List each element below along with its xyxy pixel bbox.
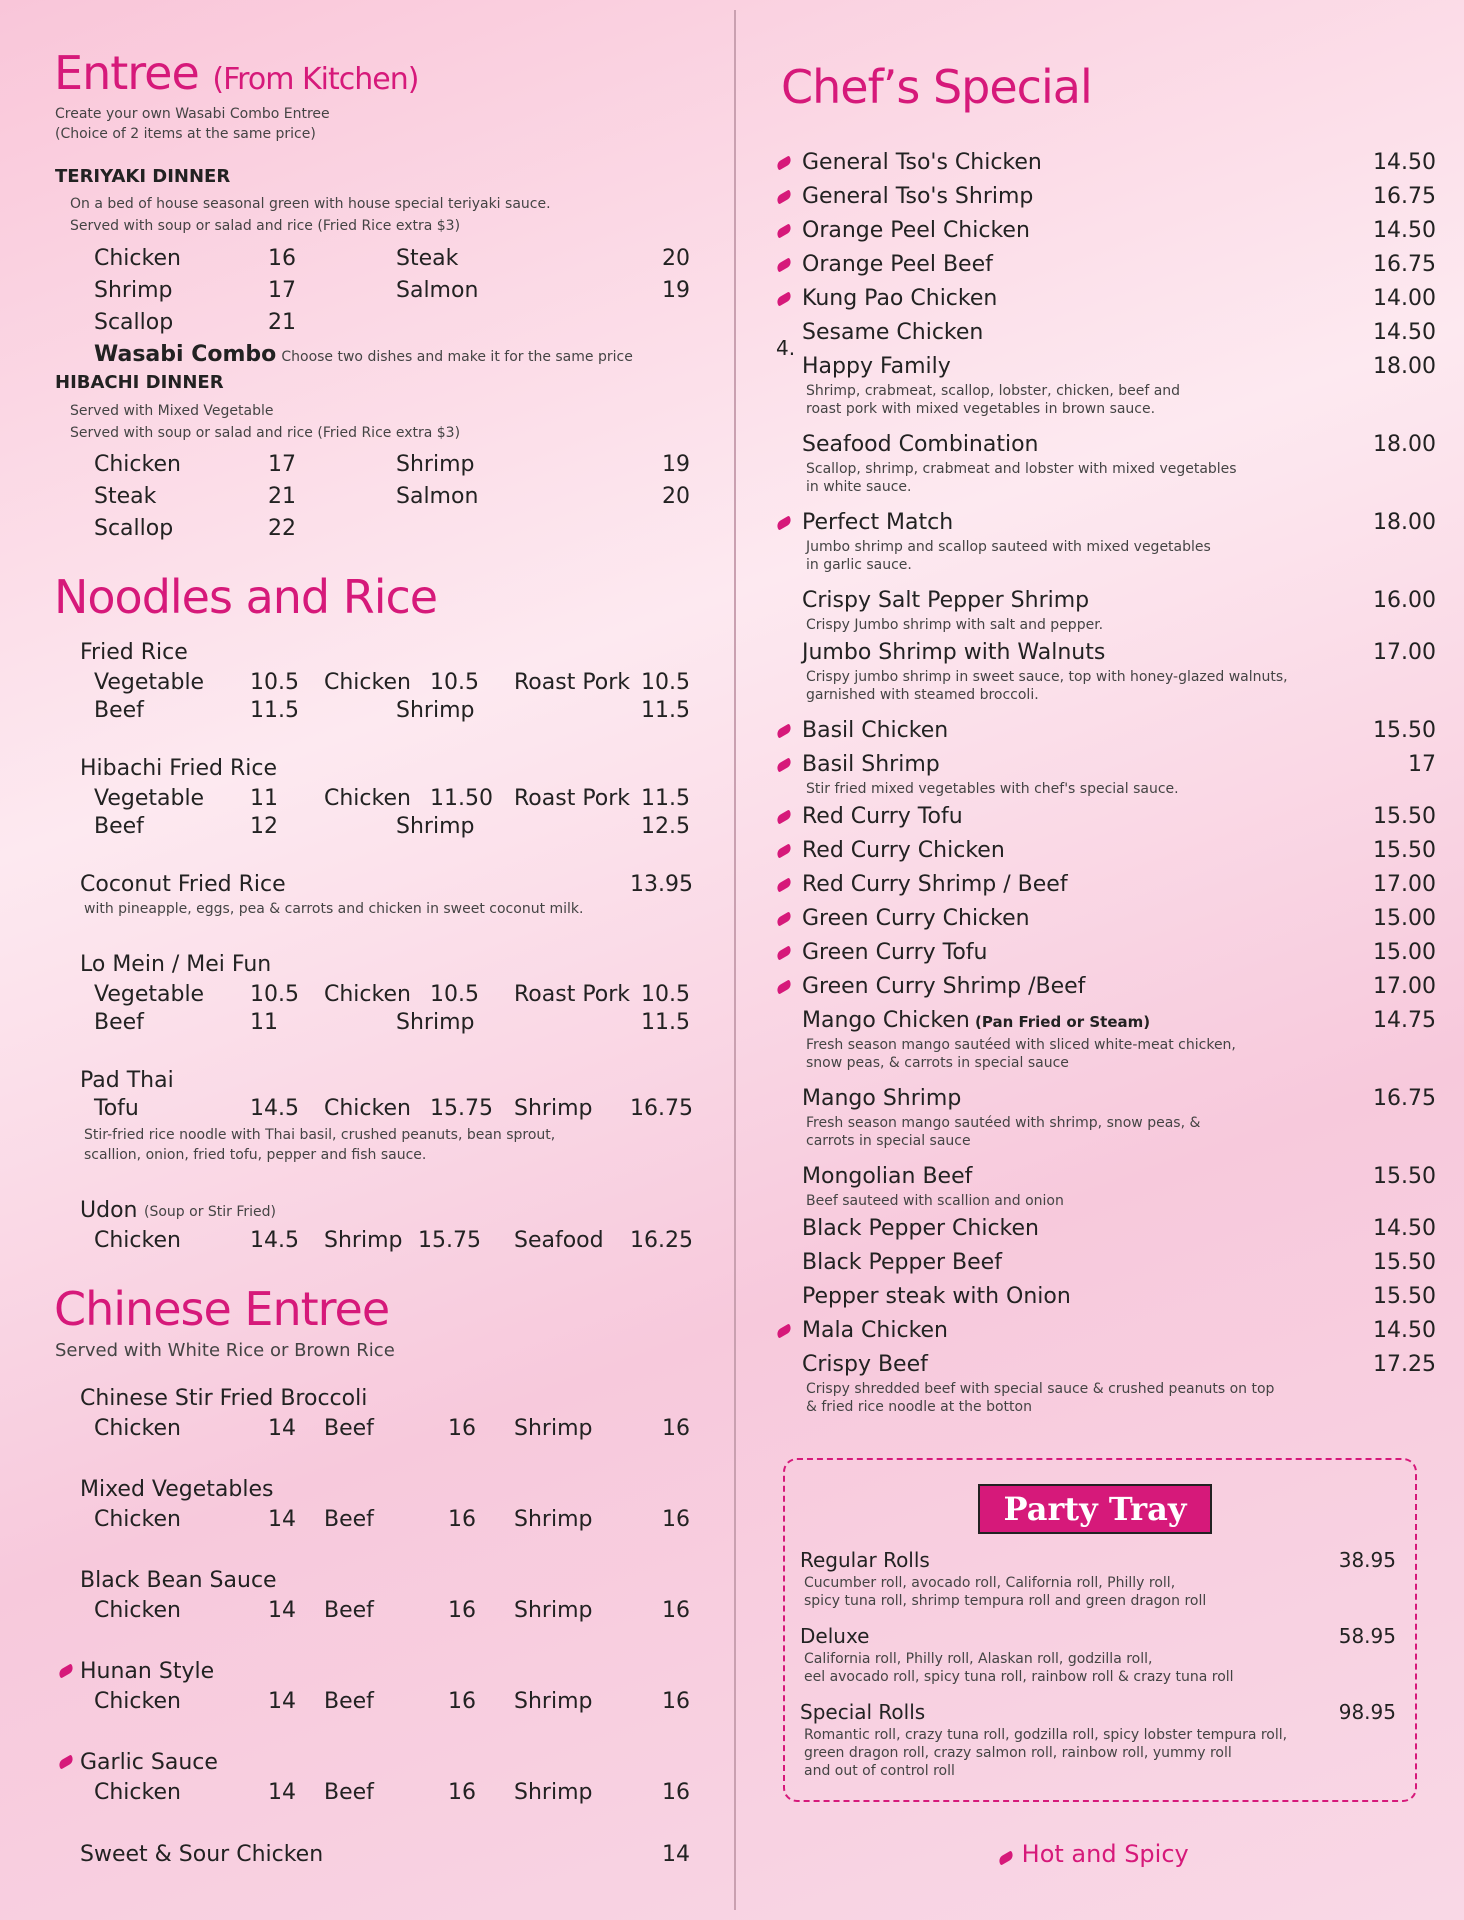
menu-item-name: Shrimp [514,1416,593,1441]
menu-item-price: 16 [662,1780,690,1805]
menu-item-name: Salmon [396,278,479,303]
chef-item-name: Basil Shrimp [802,752,940,777]
chef-item-name: Green Curry Chicken [802,906,1030,931]
menu-item-price: 10.5 [641,982,690,1007]
menu-item-name: Beef [94,1010,144,1035]
party-item-desc: spicy tuna roll, shrimp tempura roll and green dragon roll [804,1593,1207,1609]
menu-item-price: 16 [268,246,296,271]
chili-pepper-icon [775,724,793,739]
menu-item-name: Chicken [94,452,181,477]
chef-item-note: (Pan Fried or Steam) [969,1013,1151,1031]
dish-desc: Stir-fried rice noodle with Thai basil, crushed peanuts, bean sprout, [84,1127,556,1143]
dish-desc: scallion, onion, fried tofu, pepper and fish sauce. [84,1147,427,1163]
chef-item-price: 14.50 [1373,150,1436,175]
chef-item-name: Mango Chicken (Pan Fried or Steam) [802,1008,1151,1033]
menu-item-name: Shrimp [324,1228,403,1253]
menu-item-name: Shrimp [514,1689,593,1714]
menu-item-price: 19 [662,278,690,303]
chili-pepper-icon [775,946,793,961]
column-divider [734,10,736,1910]
chef-item-price: 15.50 [1373,718,1436,743]
chef-item-desc: & fried rice noodle at the botton [806,1399,1032,1415]
menu-item-name: Chicken [94,1228,181,1253]
chef-item-desc: Crispy jumbo shrimp in sweet sauce, top with honey-glazed walnuts, [806,669,1288,685]
chef-item-price: 17.25 [1373,1352,1436,1377]
menu-item-name: Seafood [514,1228,604,1253]
menu-item-price: 15.75 [418,1228,481,1253]
menu-item-price: 14 [268,1507,296,1532]
menu-item-price: 17 [268,278,296,303]
chef-item-price: 14.50 [1373,218,1436,243]
party-item-name: Deluxe [800,1624,870,1648]
dish-title: Fried Rice [80,640,188,665]
teriyaki-title: TERIYAKI DINNER [55,166,231,187]
dish-title: Hibachi Fried Rice [80,756,277,781]
menu-item-name: Shrimp [396,452,475,477]
chef-item-price: 14.50 [1373,1318,1436,1343]
chef-item-name: Mongolian Beef [802,1164,973,1189]
menu-item-name: Shrimp [396,814,475,839]
menu-item-price: 11 [250,1010,278,1035]
menu-item-name: Roast Pork [514,982,631,1007]
menu-item-name: Chicken [324,1096,411,1121]
entree-note: (Choice of 2 items at the same price) [55,126,316,142]
chef-item-desc: roast pork with mixed vegetables in brown sauce. [806,401,1156,417]
dish-title: Pad Thai [80,1068,174,1093]
menu-item-price: 19 [662,452,690,477]
party-item-desc: green dragon roll, crazy salmon roll, rainbow roll, yummy roll [804,1745,1232,1761]
chili-pepper-icon [997,1851,1015,1866]
chef-item-name: Orange Peel Beef [802,252,993,277]
hibachi-desc: Served with Mixed Vegetable [70,403,274,419]
party-item-price: 38.95 [1338,1548,1396,1572]
dish-title: Mixed Vegetables [80,1477,274,1502]
menu-item-price: 14 [268,1780,296,1805]
chef-item-name: Mala Chicken [802,1318,948,1343]
chef-item-desc: Scallop, shrimp, crabmeat and lobster with mixed vegetables [806,461,1237,477]
menu-item-price: 11.5 [641,786,690,811]
menu-item-price: 16 [448,1507,476,1532]
chef-item-price: 14.75 [1373,1008,1436,1033]
party-item-name: Regular Rolls [800,1548,930,1572]
chef-item-price: 18.00 [1373,432,1436,457]
chinese-note: Served with White Rice or Brown Rice [55,1340,395,1361]
hibachi-desc: Served with soup or salad and rice (Fried Rice extra $3) [70,425,461,441]
chef-item-name: Kung Pao Chicken [802,286,998,311]
chef-item-price: 17.00 [1373,640,1436,665]
menu-item-price: 10.5 [430,670,479,695]
chef-item-price: 17 [1408,752,1436,777]
menu-item-name: Scallop [94,310,174,335]
chef-item-desc: Crispy shredded beef with special sauce & crushed peanuts on top [806,1381,1275,1397]
chef-item-name: Red Curry Chicken [802,838,1005,863]
chef-item-price: 15.50 [1373,1164,1436,1189]
entree-heading: Entree (From Kitchen) [54,46,419,100]
menu-item-name: Beef [324,1598,374,1623]
chef-heading: Chef’s Special [781,60,1092,114]
menu-item-name: Vegetable [94,786,205,811]
chili-pepper-icon [775,258,793,273]
chef-item-name: General Tso's Chicken [802,150,1042,175]
chef-item-name: Black Pepper Chicken [802,1216,1039,1241]
chef-item-desc: garnished with steamed broccoli. [806,687,1039,703]
menu-item-price: 11.50 [430,786,493,811]
menu-item-price: 11.5 [641,698,690,723]
menu-item-name: Roast Pork [514,670,631,695]
chef-item-price: 16.75 [1373,1086,1436,1111]
chili-pepper-icon [775,980,793,995]
menu-item-price: 16.25 [630,1228,693,1253]
menu-item-price: 14 [268,1598,296,1623]
menu-item-name: Shrimp [514,1507,593,1532]
chef-item-name: Green Curry Shrimp /Beef [802,974,1086,999]
menu-item-price: 11 [250,786,278,811]
chef-item-desc: Jumbo shrimp and scallop sauteed with mixed vegetables [806,539,1211,555]
menu-item-name: Chicken [94,1416,181,1441]
menu-item-name: Shrimp [514,1780,593,1805]
party-item-desc: Cucumber roll, avocado roll, California roll, Philly roll, [804,1575,1176,1591]
menu-item-name: Chicken [324,670,411,695]
menu-item-price: 14 [662,1842,690,1867]
wasabi-combo: Wasabi Combo Choose two dishes and make it for the same price [94,342,633,367]
chili-pepper-icon [57,1755,75,1770]
menu-item-name: Roast Pork [514,786,631,811]
menu-item-price: 10.5 [641,670,690,695]
menu-item-name: Vegetable [94,670,205,695]
menu-item-name: Chicken [94,1507,181,1532]
chili-pepper-icon [775,190,793,205]
menu-item-price: 20 [662,246,690,271]
chef-item-price: 15.00 [1373,906,1436,931]
chef-item-name: Seafood Combination [802,432,1039,457]
menu-item-price: 16 [662,1507,690,1532]
menu-item-price: 15.75 [430,1096,493,1121]
party-item-desc: Romantic roll, crazy tuna roll, godzilla roll, spicy lobster tempura roll, [804,1727,1288,1743]
chef-item-price: 16.75 [1373,252,1436,277]
chef-item-desc: in garlic sauce. [806,557,912,573]
chef-item-desc: in white sauce. [806,479,912,495]
menu-item-price: 20 [662,484,690,509]
chef-item-price: 15.50 [1373,1250,1436,1275]
menu-item-name: Beef [324,1507,374,1532]
dish-note: (Soup or Stir Fried) [144,1204,277,1220]
menu-item-name: Beef [94,814,144,839]
chili-pepper-icon [775,912,793,927]
chef-item-name: Red Curry Shrimp / Beef [802,872,1068,897]
menu-item-price: 14 [268,1689,296,1714]
dish-desc: with pineapple, eggs, pea & carrots and chicken in sweet coconut milk. [84,901,584,917]
chef-item-name: Jumbo Shrimp with Walnuts [802,640,1106,665]
chili-pepper-icon [57,1664,75,1679]
menu-item-name: Steak [396,246,459,271]
chef-item-desc: snow peas, & carrots in special sauce [806,1055,1069,1071]
chef-item-price: 18.00 [1373,354,1436,379]
dish-title: Black Bean Sauce [80,1568,277,1593]
chili-pepper-icon [775,758,793,773]
menu-item-name: Beef [94,698,144,723]
chef-item-desc: Stir fried mixed vegetables with chef's special sauce. [806,781,1179,797]
chef-item-desc: Fresh season mango sautéed with shrimp, snow peas, & [806,1115,1201,1131]
menu-item-price: 10.5 [250,982,299,1007]
chef-item-price: 14.50 [1373,1216,1436,1241]
menu-item-name: Scallop [94,516,174,541]
chef-item-price: 15.50 [1373,804,1436,829]
menu-item-price: 16 [662,1416,690,1441]
chili-pepper-icon [775,810,793,825]
legend [998,1840,1189,1868]
menu-item-price: 14 [268,1416,296,1441]
chef-item-desc: Crispy Jumbo shrimp with salt and pepper. [806,617,1104,633]
chili-pepper-icon [775,1324,793,1339]
party-item-name: Special Rolls [800,1700,926,1724]
teriyaki-desc: Served with soup or salad and rice (Fried Rice extra $3) [70,218,461,234]
menu-item-price: 11.5 [250,698,299,723]
chef-item-name: Mango Shrimp [802,1086,962,1111]
menu-item-name: Chicken [94,1689,181,1714]
chef-item-name: Red Curry Tofu [802,804,963,829]
teriyaki-desc: On a bed of house seasonal green with house special teriyaki sauce. [70,196,551,212]
menu-item-name: Chicken [324,982,411,1007]
chef-item-desc: Shrimp, crabmeat, scallop, lobster, chicken, beef and [806,383,1181,399]
dish-title: Hunan Style [80,1659,215,1684]
menu-item-price: 16 [448,1598,476,1623]
party-item-price: 58.95 [1338,1624,1396,1648]
chili-pepper-icon [775,844,793,859]
chili-pepper-icon [775,224,793,239]
hibachi-title: HIBACHI DINNER [55,372,224,393]
menu-item-price: 14.5 [250,1096,299,1121]
chef-item-name: Crispy Beef [802,1352,928,1377]
chef-item-desc: carrots in special sauce [806,1133,971,1149]
menu-item-name: Beef [324,1780,374,1805]
menu-item-name: Chicken [94,246,181,271]
menu-item-name: Shrimp [94,278,173,303]
chef-item-price: 17.00 [1373,974,1436,999]
dish-title: Garlic Sauce [80,1750,218,1775]
dish-title: Sweet & Sour Chicken [80,1842,324,1867]
chef-item-name: Perfect Match [802,510,954,535]
chef-item-name: Orange Peel Chicken [802,218,1030,243]
menu-item-price: 16 [448,1780,476,1805]
menu-item-price: 12.5 [641,814,690,839]
dish-title: Udon [80,1198,138,1223]
menu-item-name: Salmon [396,484,479,509]
menu-item-name: Vegetable [94,982,205,1007]
chef-item-name: Black Pepper Beef [802,1250,1002,1275]
chef-item-price: 15.00 [1373,940,1436,965]
chef-item-desc: Beef sauteed with scallion and onion [806,1193,1064,1209]
menu-item-price: 16 [448,1689,476,1714]
chef-item-price: 15.50 [1373,838,1436,863]
menu-item-name: Shrimp [514,1598,593,1623]
chef-item-price: 18.00 [1373,510,1436,535]
chef-item-name: Sesame Chicken [802,320,984,345]
chef-item-name: Green Curry Tofu [802,940,988,965]
dish-title: Chinese Stir Fried Broccoli [80,1386,368,1411]
menu-item-price: 10.5 [430,982,479,1007]
menu-item-price: 16 [448,1416,476,1441]
menu-item-price: 21 [268,484,296,509]
menu-item-name: Tofu [94,1096,139,1121]
chef-item-name: Basil Chicken [802,718,949,743]
menu-item-name: Shrimp [514,1096,593,1121]
menu-item-price: 22 [268,516,296,541]
chili-pepper-icon [775,292,793,307]
chinese-heading: Chinese Entree [54,1282,390,1336]
dish-title: Lo Mein / Mei Fun [80,952,272,977]
chef-item-name: Pepper steak with Onion [802,1284,1071,1309]
party-item-desc: eel avocado roll, spicy tuna roll, rainbow roll & crazy tuna roll [804,1669,1234,1685]
chef-item-price: 14.50 [1373,320,1436,345]
chef-item-price: 14.00 [1373,286,1436,311]
chili-pepper-icon [775,516,793,531]
party-item-desc: and out of control roll [804,1763,955,1779]
chef-item-name: Happy Family [802,354,951,379]
chili-pepper-icon [775,878,793,893]
item-marker: 4. [776,336,796,360]
chef-item-desc: Fresh season mango sautéed with sliced white-meat chicken, [806,1037,1236,1053]
chef-item-price: 17.00 [1373,872,1436,897]
menu-item-price: 17 [268,452,296,477]
menu-item-name: Chicken [324,786,411,811]
menu-item-name: Shrimp [396,698,475,723]
menu-item-price: 13.95 [630,872,693,897]
menu-item-name: Beef [324,1689,374,1714]
party-item-desc: California roll, Philly roll, Alaskan roll, godzilla roll, [804,1651,1153,1667]
dish-title: Coconut Fried Rice [80,872,286,897]
menu-item-name: Shrimp [396,1010,475,1035]
chef-item-price: 15.50 [1373,1284,1436,1309]
chef-item-name: General Tso's Shrimp [802,184,1034,209]
menu-item-price: 21 [268,310,296,335]
legend-label: Hot and Spicy [1021,1840,1189,1868]
menu-item-price: 16 [662,1598,690,1623]
menu-item-price: 16.75 [630,1096,693,1121]
chef-item-price: 16.00 [1373,588,1436,613]
chef-item-price: 16.75 [1373,184,1436,209]
menu-item-price: 10.5 [250,670,299,695]
noodles-heading: Noodles and Rice [54,570,438,624]
chef-item-name: Crispy Salt Pepper Shrimp [802,588,1090,613]
party-tray-title: Party Tray [978,1484,1212,1534]
chili-pepper-icon [775,156,793,171]
menu-item-price: 16 [662,1689,690,1714]
menu-item-name: Chicken [94,1780,181,1805]
menu-item-price: 11.5 [641,1010,690,1035]
menu-item-price: 14.5 [250,1228,299,1253]
menu-item-name: Chicken [94,1598,181,1623]
party-item-price: 98.95 [1338,1700,1396,1724]
menu-item-name: Beef [324,1416,374,1441]
menu-item-name: Steak [94,484,157,509]
entree-note: Create your own Wasabi Combo Entree [55,106,330,122]
menu-item-price: 12 [250,814,278,839]
